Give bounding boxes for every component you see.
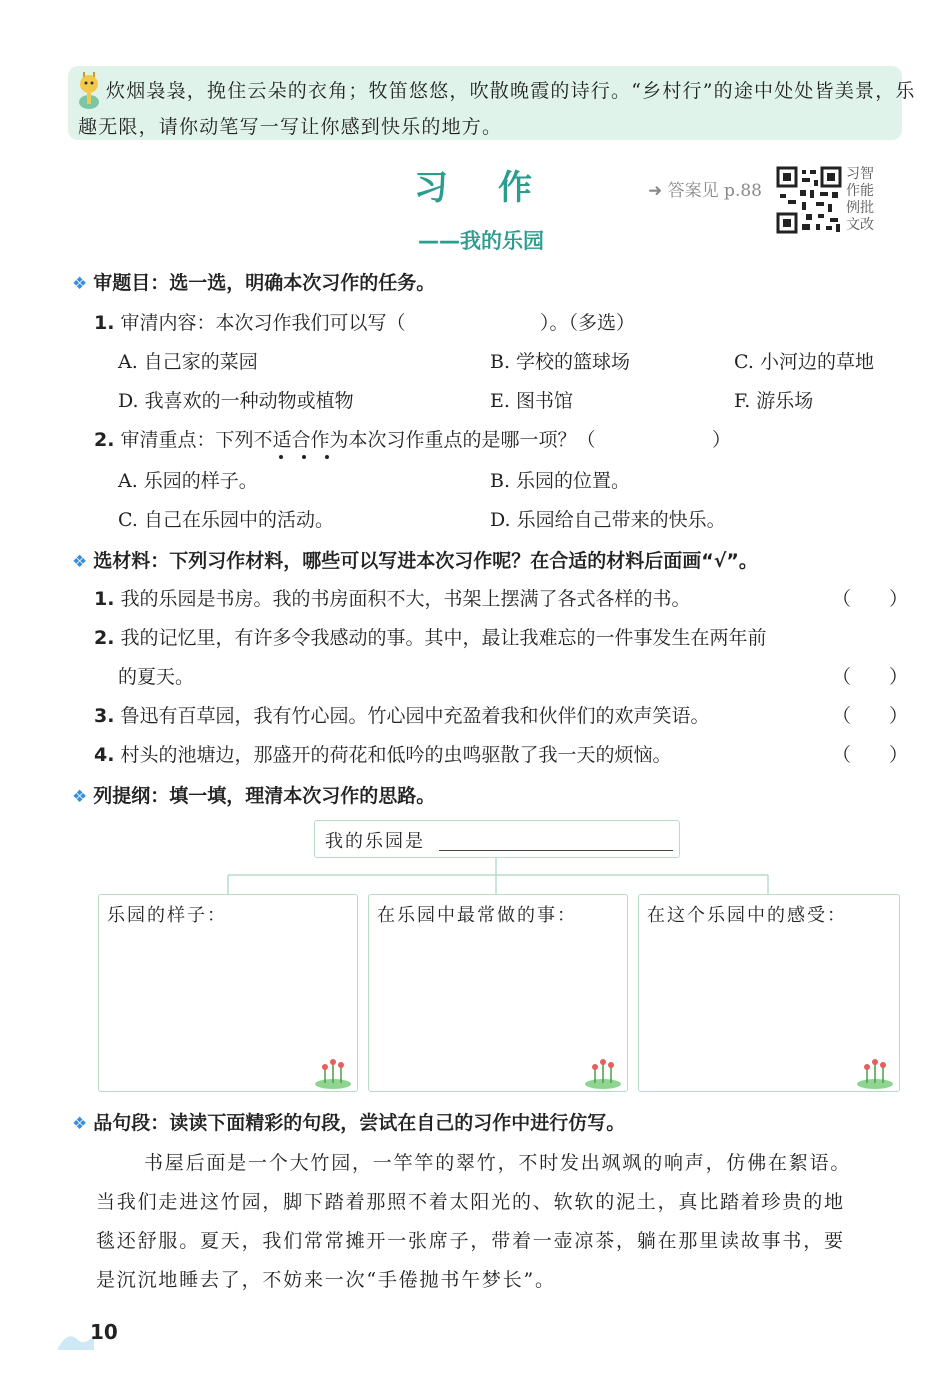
- option-d: D. 我喜欢的一种动物或植物: [118, 390, 354, 412]
- page-subtitle: ——我的乐园: [418, 229, 544, 253]
- passage-line-2: 当我们走进这竹园，脚下踏着那照不着太阳光的、软软的泥土，真比踏着珍贵的地: [96, 1191, 845, 1213]
- material-text: 鲁迅有百草园，我有竹心园。竹心园中充盈着我和伙伴们的欢声笑语。: [120, 705, 710, 727]
- section-title: 审题目：选一选，明确本次习作的任务。: [93, 272, 436, 294]
- material-text: 村头的池塘边，那盛开的荷花和低吟的虫鸣驱散了我一天的烦恼。: [120, 744, 672, 766]
- flower-icon: [583, 1057, 623, 1089]
- material-text: 我的乐园是书房。我的书房面积不大，书架上摆满了各式各样的书。: [120, 588, 691, 610]
- option-e: E. 图书馆: [490, 390, 573, 412]
- answer-paren[interactable]: （ ）: [832, 744, 909, 766]
- option-a: A. 乐园的样子。: [118, 470, 258, 492]
- box-label: 乐园的样子：: [107, 905, 227, 926]
- passage-line-3: 毯还舒服。夏天，我们常常摊开一张席子，带着一壶凉茶，躺在那里读故事书，要: [96, 1230, 845, 1252]
- box-label: 在这个乐园中的感受：: [647, 905, 847, 926]
- item-number: 2.: [94, 627, 115, 649]
- answer-paren[interactable]: （ ）: [832, 705, 909, 727]
- section-title: 品句段：读读下面精彩的句段，尝试在自己的习作中进行仿写。: [93, 1112, 626, 1134]
- qr-label: 习智作能例批文改: [846, 166, 874, 233]
- diamond-bullet-icon: ❖: [72, 274, 88, 294]
- option-c: C. 小河边的草地: [734, 351, 874, 373]
- option-d: D. 乐园给自己带来的快乐。: [490, 509, 726, 531]
- question-1-stem-end: ）。（多选）: [540, 312, 636, 334]
- item-number: 3.: [94, 705, 115, 727]
- question-number: 2.: [94, 429, 115, 451]
- section-heading-passage: [72, 1108, 625, 1135]
- option-b: B. 乐园的位置。: [490, 470, 631, 492]
- option-f: F. 游乐场: [734, 390, 814, 412]
- outline-top-label: 我的乐园是: [325, 831, 425, 852]
- answer-text: 答案见 p.88: [667, 181, 762, 201]
- flower-icon: [855, 1057, 895, 1089]
- item-number: 1.: [94, 588, 115, 610]
- passage-line-4: 是沉沉地睡去了，不妨来一次“手倦抛书午梦长”。: [96, 1269, 556, 1291]
- diamond-bullet-icon: ❖: [72, 1114, 88, 1134]
- question-text: 审清重点：下列不适合作为本次习作重点的是哪一项？（: [120, 429, 596, 451]
- option-c: C. 自己在乐园中的活动。: [118, 509, 334, 531]
- outline-box-appearance[interactable]: [98, 894, 358, 1092]
- box-label: 在乐园中最常做的事：: [377, 905, 577, 926]
- question-2-close: ）: [712, 429, 732, 451]
- intro-line-1: 炊烟袅袅，挽住云朵的衣角；牧笛悠悠，吹散晚霞的诗行。“乡村行”的途中处处皆美景，乐: [106, 80, 916, 102]
- answer-paren[interactable]: （ ）: [832, 588, 909, 610]
- question-text: 审清内容：本次习作我们可以写（: [120, 312, 406, 334]
- question-number: 1.: [94, 312, 115, 334]
- diamond-bullet-icon: ❖: [72, 787, 88, 807]
- material-2-cont: 的夏天。: [118, 666, 195, 688]
- outline-box-feeling[interactable]: [638, 894, 900, 1092]
- page-number: 10: [90, 1320, 118, 1344]
- passage-line-1: 书屋后面是一个大竹园，一竿竿的翠竹，不时发出飒飒的响声，仿佛在絮语。: [144, 1152, 852, 1174]
- section-title: 选材料：下列习作材料，哪些可以写进本次习作呢？在合适的材料后面画“√”。: [93, 550, 758, 572]
- intro-line-2: 趣无限，请你动笔写一写让你感到快乐的地方。: [78, 116, 503, 138]
- answer-paren[interactable]: （ ）: [832, 666, 909, 688]
- material-text: 我的记忆里，有许多令我感动的事。其中，最让我难忘的一件事发生在两年前: [120, 627, 767, 649]
- option-b: B. 学校的篮球场: [490, 351, 631, 373]
- diamond-bullet-icon: ❖: [72, 552, 88, 572]
- outline-box-activity[interactable]: [368, 894, 628, 1092]
- page-title: 习作: [414, 168, 582, 208]
- option-a: A. 自己家的菜园: [118, 351, 258, 373]
- flower-icon: [313, 1057, 353, 1089]
- section-title: 列提纲：填一填，理清本次习作的思路。: [93, 785, 436, 807]
- item-number: 4.: [94, 744, 115, 766]
- arrow-right-icon: ➜: [648, 181, 663, 201]
